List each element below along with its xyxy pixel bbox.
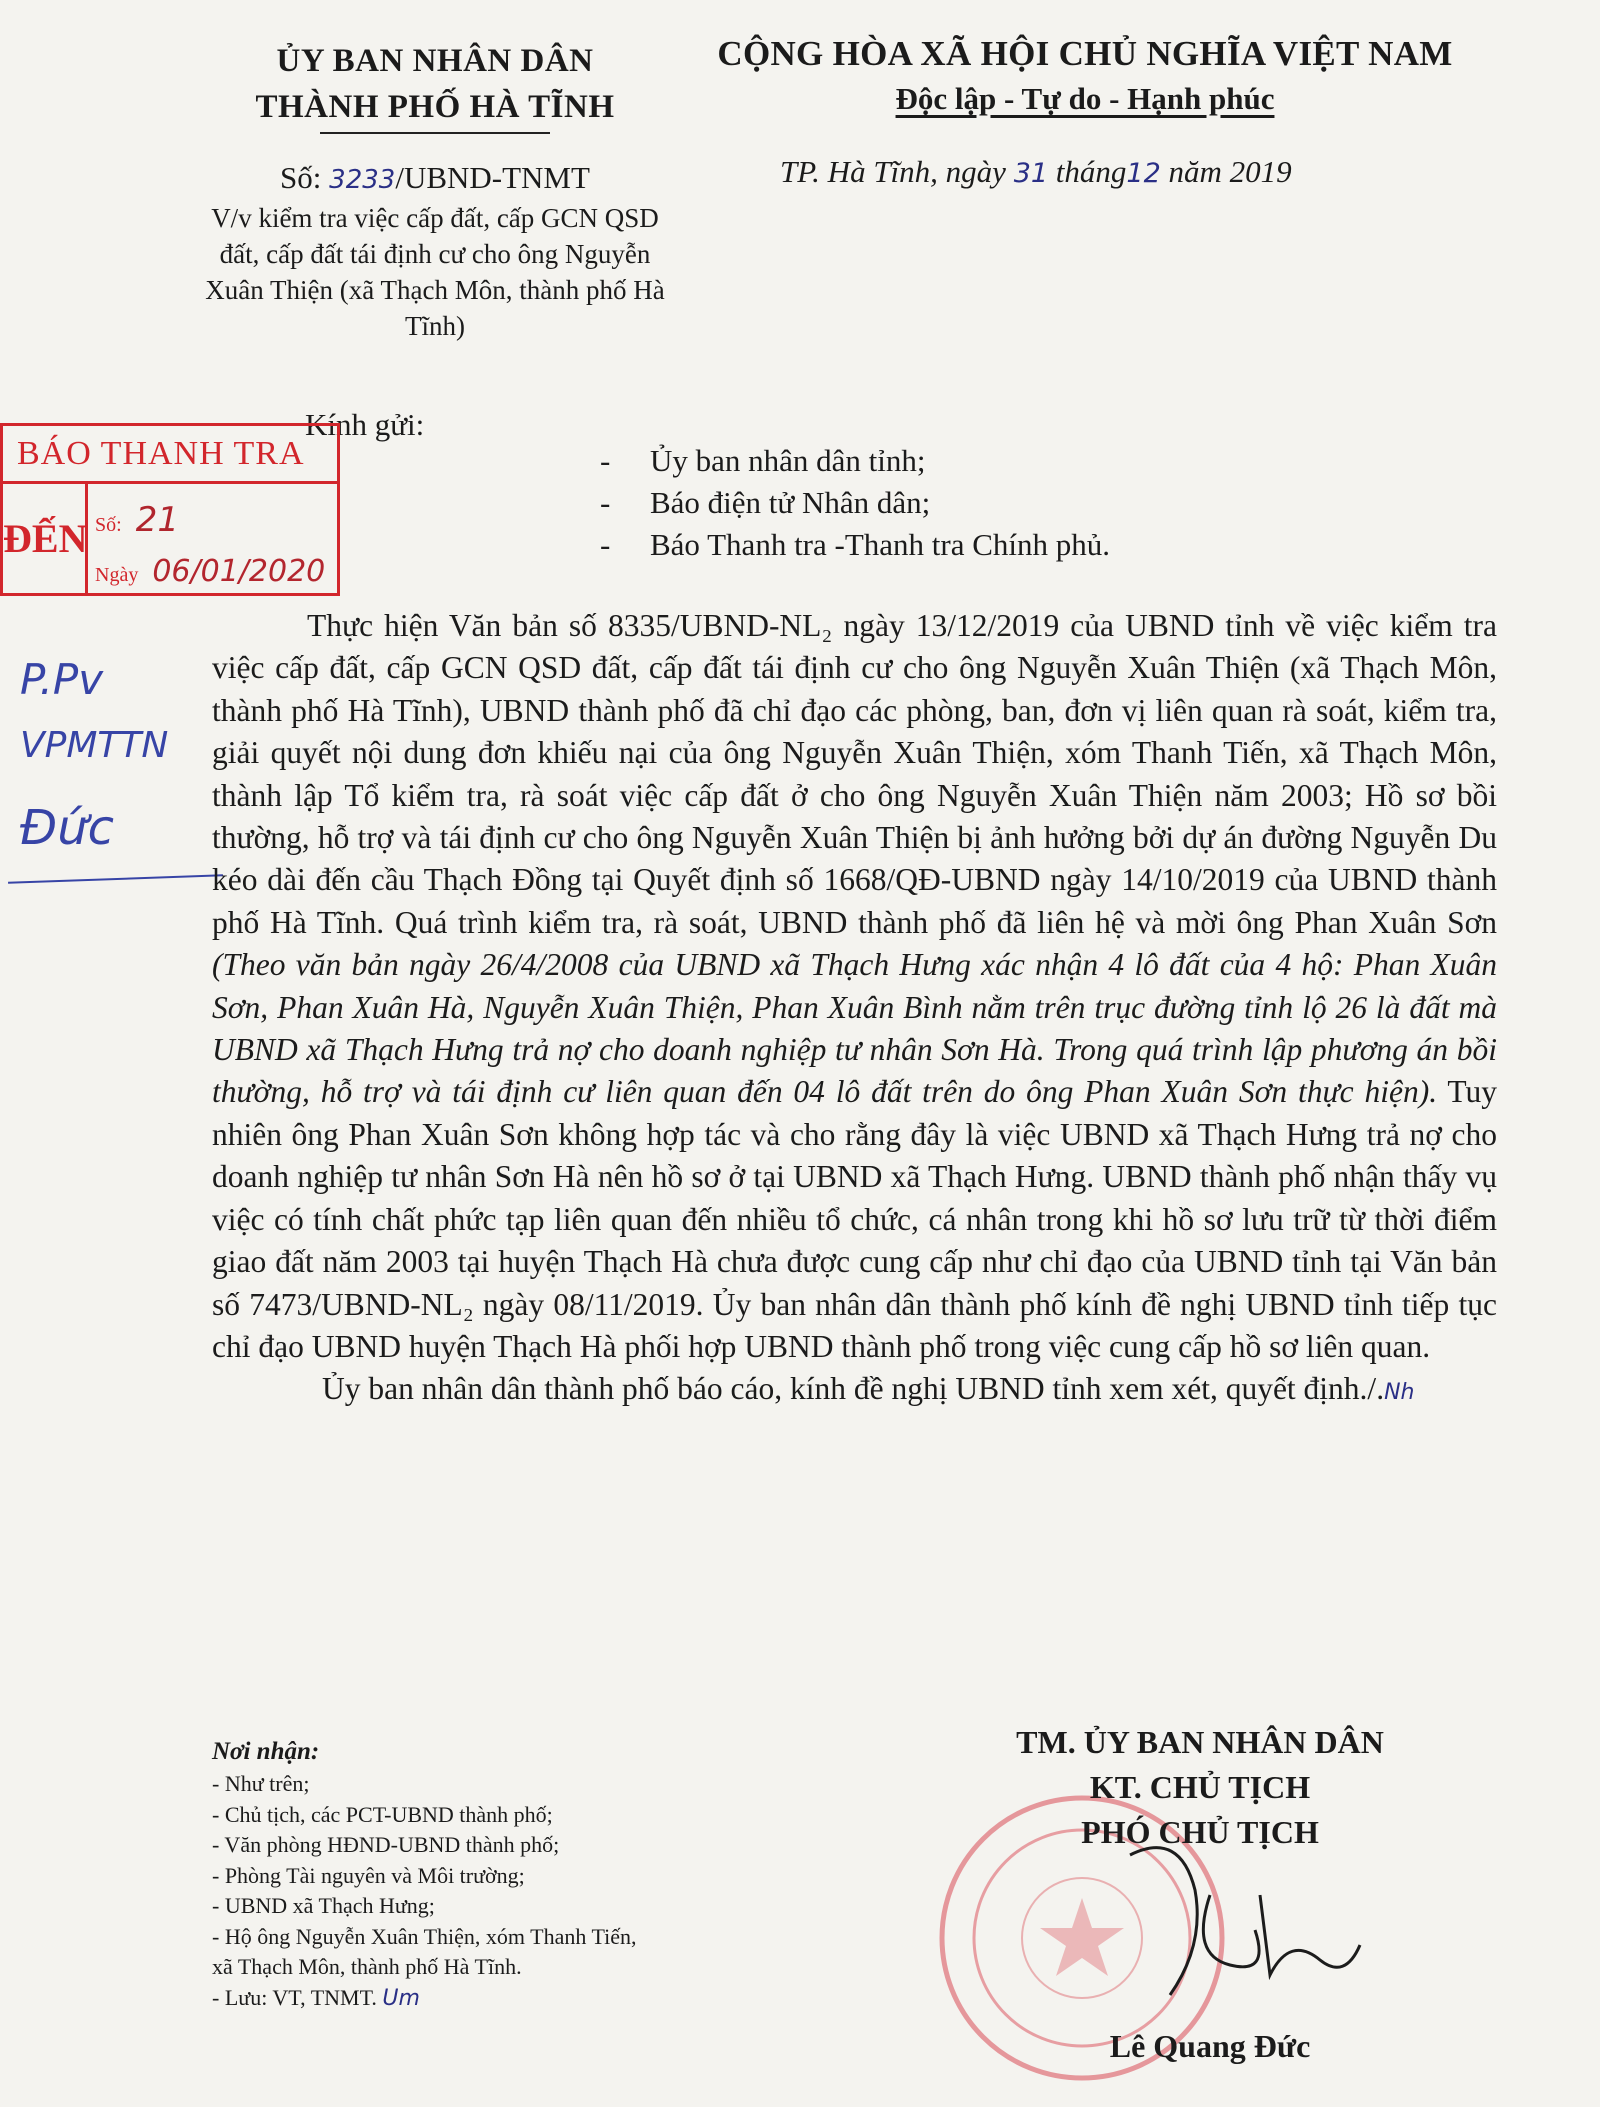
- distribution-item: - Văn phòng HĐND-UBND thành phố;: [212, 1832, 560, 1857]
- national-header: [690, 30, 1480, 120]
- sign-line1: TM. ỦY BAN NHÂN DÂN: [1016, 1724, 1384, 1760]
- date-day: 31: [1013, 158, 1049, 189]
- distribution-list: [212, 1735, 912, 2014]
- signer-name: Lê Quang Đức: [1109, 2028, 1311, 2064]
- recipient-item: - Ủy ban nhân dân tỉnh;: [600, 443, 926, 478]
- document-body: [212, 605, 1497, 1415]
- authority-line2: THÀNH PHỐ HÀ TĨNH: [255, 89, 615, 125]
- paragraph-text: Thực hiện Văn bản số 8335/UBND-NL₂ ngày 13/12/2019 của UBND tỉnh về việc kiểm tra việc cấp đất, cấp GCN QSD đất, cấp đất tái định cư cho ông Nguyễn Xuân Thiện (xã Thạch Môn, thành phố Hà Tĩnh), UBND thành phố đã chỉ đạo các phòng, ban, đơn vị liên quan rà soát, kiểm tra, giải quyết nội dung đơn khiếu nại của ông Nguyễn Xuân Thiện, xóm Thanh Tiến, xã Thạch Môn, thành lập Tổ kiểm tra, rà soát việc cấp đất ở cho ông Nguyễn Xuân Thiện năm 2003; Hồ sơ bồi thường, hỗ trợ và tái định cư cho ông Nguyễn Xuân Thiện bị ảnh hưởng bởi dự án đường Nguyễn Du kéo dài đến cầu Thạch Đồng tại Quyết định số 1668/QĐ-UBND ngày 14/10/2019 của UBND thành phố Hà Tĩnh. Quá trình kiểm tra, rà soát, UBND thành phố đã liên hệ và mời ông Phan Xuân Sơn: [212, 608, 1497, 940]
- number-suffix: /UBND-TNMT: [395, 160, 590, 195]
- sign-line2: KT. CHỦ TỊCH: [1089, 1769, 1311, 1805]
- stamp-date-row: [95, 554, 325, 589]
- paragraph-italic-note: (Theo văn bản ngày 26/4/2008 của UBND xã Thạch Hưng xác nhận 4 lô đất của 4 hộ: Phan Xuân Sơn, Phan Xuân Hà, Nguyễn Xuân Thiện, Phan Xuân Bình nằm trên trục đường tỉnh lộ 26 là đất mà UBND xã Thạch Hưng trả nợ cho doanh nghiệp tư nhân Sơn Hà. Trong quá trình lập phương án bồi thường, hỗ trợ và tái định cư liên quan đến 04 lô đất trên do ông Phan Xuân Sơn thực hiện).: [212, 947, 1497, 1110]
- recipient-list: [600, 440, 1110, 566]
- recipient-item: - Báo Thanh tra -Thanh tra Chính phủ.: [600, 527, 1111, 562]
- stamp-number-label: Số:: [95, 514, 122, 536]
- recipient-text: Báo Thanh tra -Thanh tra Chính phủ.: [650, 527, 1111, 562]
- stamp-date-label: Ngày: [95, 564, 139, 586]
- distribution-item: - UBND xã Thạch Hưng;: [212, 1893, 435, 1918]
- distribution-item: [212, 1983, 912, 2015]
- nation-title: CỘNG HÒA XÃ HỘI CHỦ NGHĨA VIỆT NAM: [717, 34, 1453, 73]
- date-line: [780, 152, 1500, 194]
- document-subject: V/v kiểm tra việc cấp đất, cấp GCN QSD đất, cấp đất tái định cư cho ông Nguyễn Xuân Thiện (xã Thạch Môn, thành phố Hà Tĩnh): [205, 203, 665, 341]
- date-year: năm 2019: [1168, 154, 1292, 189]
- number-handwritten: 3233: [329, 165, 396, 195]
- recipient-text: Ủy ban nhân dân tỉnh;: [650, 443, 926, 478]
- date-month: 12: [1126, 158, 1161, 189]
- distribution-item: xã Thạch Môn, thành phố Hà Tĩnh.: [212, 1954, 522, 1979]
- sign-line3: PHÓ CHỦ TỊCH: [1081, 1814, 1319, 1850]
- margin-handwriting-line3: Đức: [20, 800, 115, 856]
- recipient-text: Báo điện tử Nhân dân;: [650, 485, 931, 520]
- issuing-authority: [200, 38, 670, 134]
- distribution-item: - Phòng Tài nguyên và Môi trường;: [212, 1862, 525, 1888]
- recipient-item: - Báo điện tử Nhân dân;: [600, 485, 931, 520]
- margin-underline: [8, 874, 223, 884]
- stamp-number-row: [95, 500, 179, 540]
- document-number: [200, 158, 670, 200]
- date-prefix: TP. Hà Tĩnh, ngày: [780, 154, 1006, 189]
- distribution-item: - Như trên;: [212, 1771, 310, 1796]
- body-paragraph-2: [212, 1368, 1497, 1414]
- stamp-title: BÁO THANH TRA: [3, 426, 337, 484]
- paragraph-text: Ủy ban nhân dân thành phố báo cáo, kính đề nghị UBND tỉnh xem xét, quyết định./.: [322, 1371, 1385, 1407]
- handwritten-initial: Um: [382, 1985, 420, 2011]
- stamp-date-value: 06/01/2020: [152, 554, 326, 589]
- authority-underline: [320, 132, 550, 134]
- distribution-item-text: - Lưu: VT, TNMT.: [212, 1984, 377, 2010]
- distribution-item: - Hộ ông Nguyễn Xuân Thiện, xóm Thanh Tiến,: [212, 1923, 637, 1949]
- distribution-title: Nơi nhận:: [212, 1738, 320, 1765]
- body-paragraph-1: [212, 605, 1497, 1368]
- margin-handwriting-line2: VPMTTN: [20, 725, 169, 766]
- stamp-side-label: ĐẾN: [3, 484, 88, 593]
- greeting: Kính gửi:: [305, 407, 425, 442]
- distribution-item: - Chủ tịch, các PCT-UBND thành phố;: [212, 1801, 553, 1827]
- stamp-number-value: 21: [135, 500, 179, 540]
- handwritten-signature: [1120, 1835, 1380, 2005]
- national-motto: Độc lập - Tự do - Hạnh phúc: [895, 81, 1275, 116]
- date-month-label: tháng: [1055, 154, 1127, 189]
- authority-line1: ỦY BAN NHÂN DÂN: [276, 43, 594, 79]
- number-prefix: Số:: [280, 160, 322, 195]
- handwritten-initial: Nh: [1384, 1380, 1415, 1406]
- paragraph-text: Tuy nhiên ông Phan Xuân Sơn không hợp tác và cho rằng đây là việc UBND xã Thạch Hưng trả nợ cho doanh nghiệp tư nhân Sơn Hà nên hồ sơ ở tại UBND xã Thạch Hưng. UBND thành phố nhận thấy vụ việc có tính chất phức tạp liên quan đến nhiều tổ chức, cá nhân trong khi hồ sơ lưu trữ từ thời điểm giao đất năm 2003 tại huyện Thạch Hà chưa được cung cấp như chỉ đạo của UBND tỉnh tại Văn bản số 7473/UBND-NL₂ ngày 08/11/2019. Ủy ban nhân dân thành phố kính đề nghị UBND tỉnh tiếp tục chỉ đạo UBND huyện Thạch Hà phối hợp UBND thành phố trong việc cung cấp hồ sơ liên quan.: [212, 1074, 1497, 1364]
- distribution-items: [212, 1769, 912, 2014]
- margin-handwriting-line1: P.Pv: [20, 655, 104, 704]
- received-stamp: [0, 423, 340, 596]
